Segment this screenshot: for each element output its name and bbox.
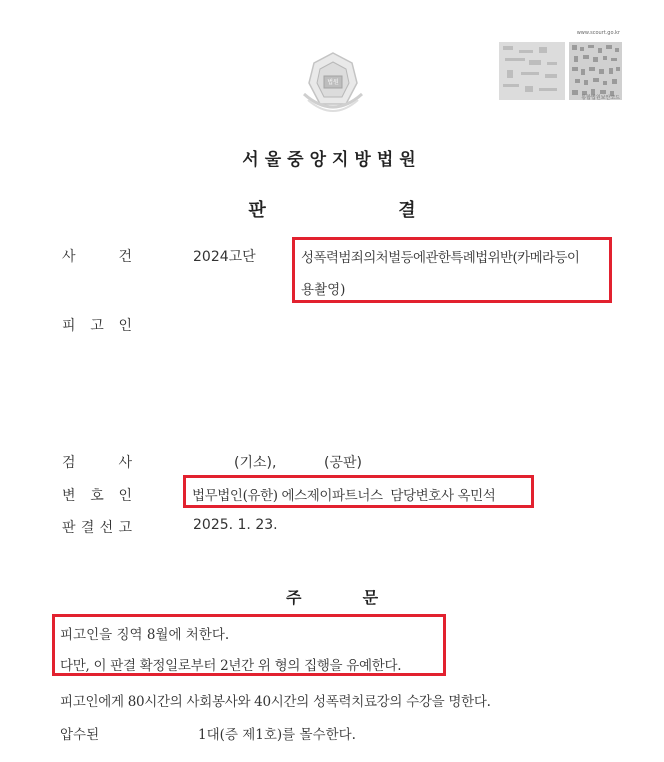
case-label: 사 건 [62, 249, 132, 265]
defendant-label: 피 고 인 [62, 318, 132, 334]
document-title [0, 196, 664, 222]
qr-code-icon [569, 42, 622, 100]
court-name: 서울중앙지방법원 [242, 150, 422, 170]
security-pattern-icon [499, 42, 565, 100]
order-line-2: 다만, 이 판결 확정일로부터 2년간 위 형의 집행을 유예한다. [60, 658, 402, 674]
counsel-label: 변 호 인 [62, 488, 132, 504]
security-caption: 통합법원보안코드 [581, 95, 620, 101]
order-title: 주 문 [285, 588, 379, 607]
seal-center-text: 법원 [327, 79, 339, 86]
sentence-date-value: 2025. 1. 23. [193, 517, 278, 533]
doc-title-char: 결 [398, 200, 416, 221]
security-url: www.scourt.go.kr [576, 30, 620, 36]
security-code-area [497, 32, 624, 104]
order-line-4-label: 압수된 [60, 727, 100, 743]
prosecutor-trial: (공판) [324, 455, 362, 471]
case-number: 2024고단 [193, 249, 256, 265]
court-seal-emblem [296, 50, 370, 118]
counsel-value: 법무법인(유한) 에스제이파트너스 담당변호사 옥민석 [192, 488, 496, 504]
order-line-1: 피고인을 징역 8월에 처한다. [60, 627, 230, 643]
order-line-4-value: 1대(증 제1호)를 몰수한다. [198, 727, 356, 743]
prosecutor-label: 검 사 [62, 455, 132, 471]
sentence-date-label: 판 결 선 고 [62, 520, 132, 536]
case-name-line2: 용촬영) [301, 282, 346, 298]
order-line-3: 피고인에게 80시간의 사회봉사와 40시간의 성폭력치료강의 수강을 명한다. [60, 694, 491, 710]
prosecutor-indictment: (기소), [234, 455, 277, 471]
doc-title-char: 판 [248, 200, 266, 221]
case-name-line1: 성폭력범죄의처벌등에관한특례법위반(카메라등이 [301, 250, 580, 266]
